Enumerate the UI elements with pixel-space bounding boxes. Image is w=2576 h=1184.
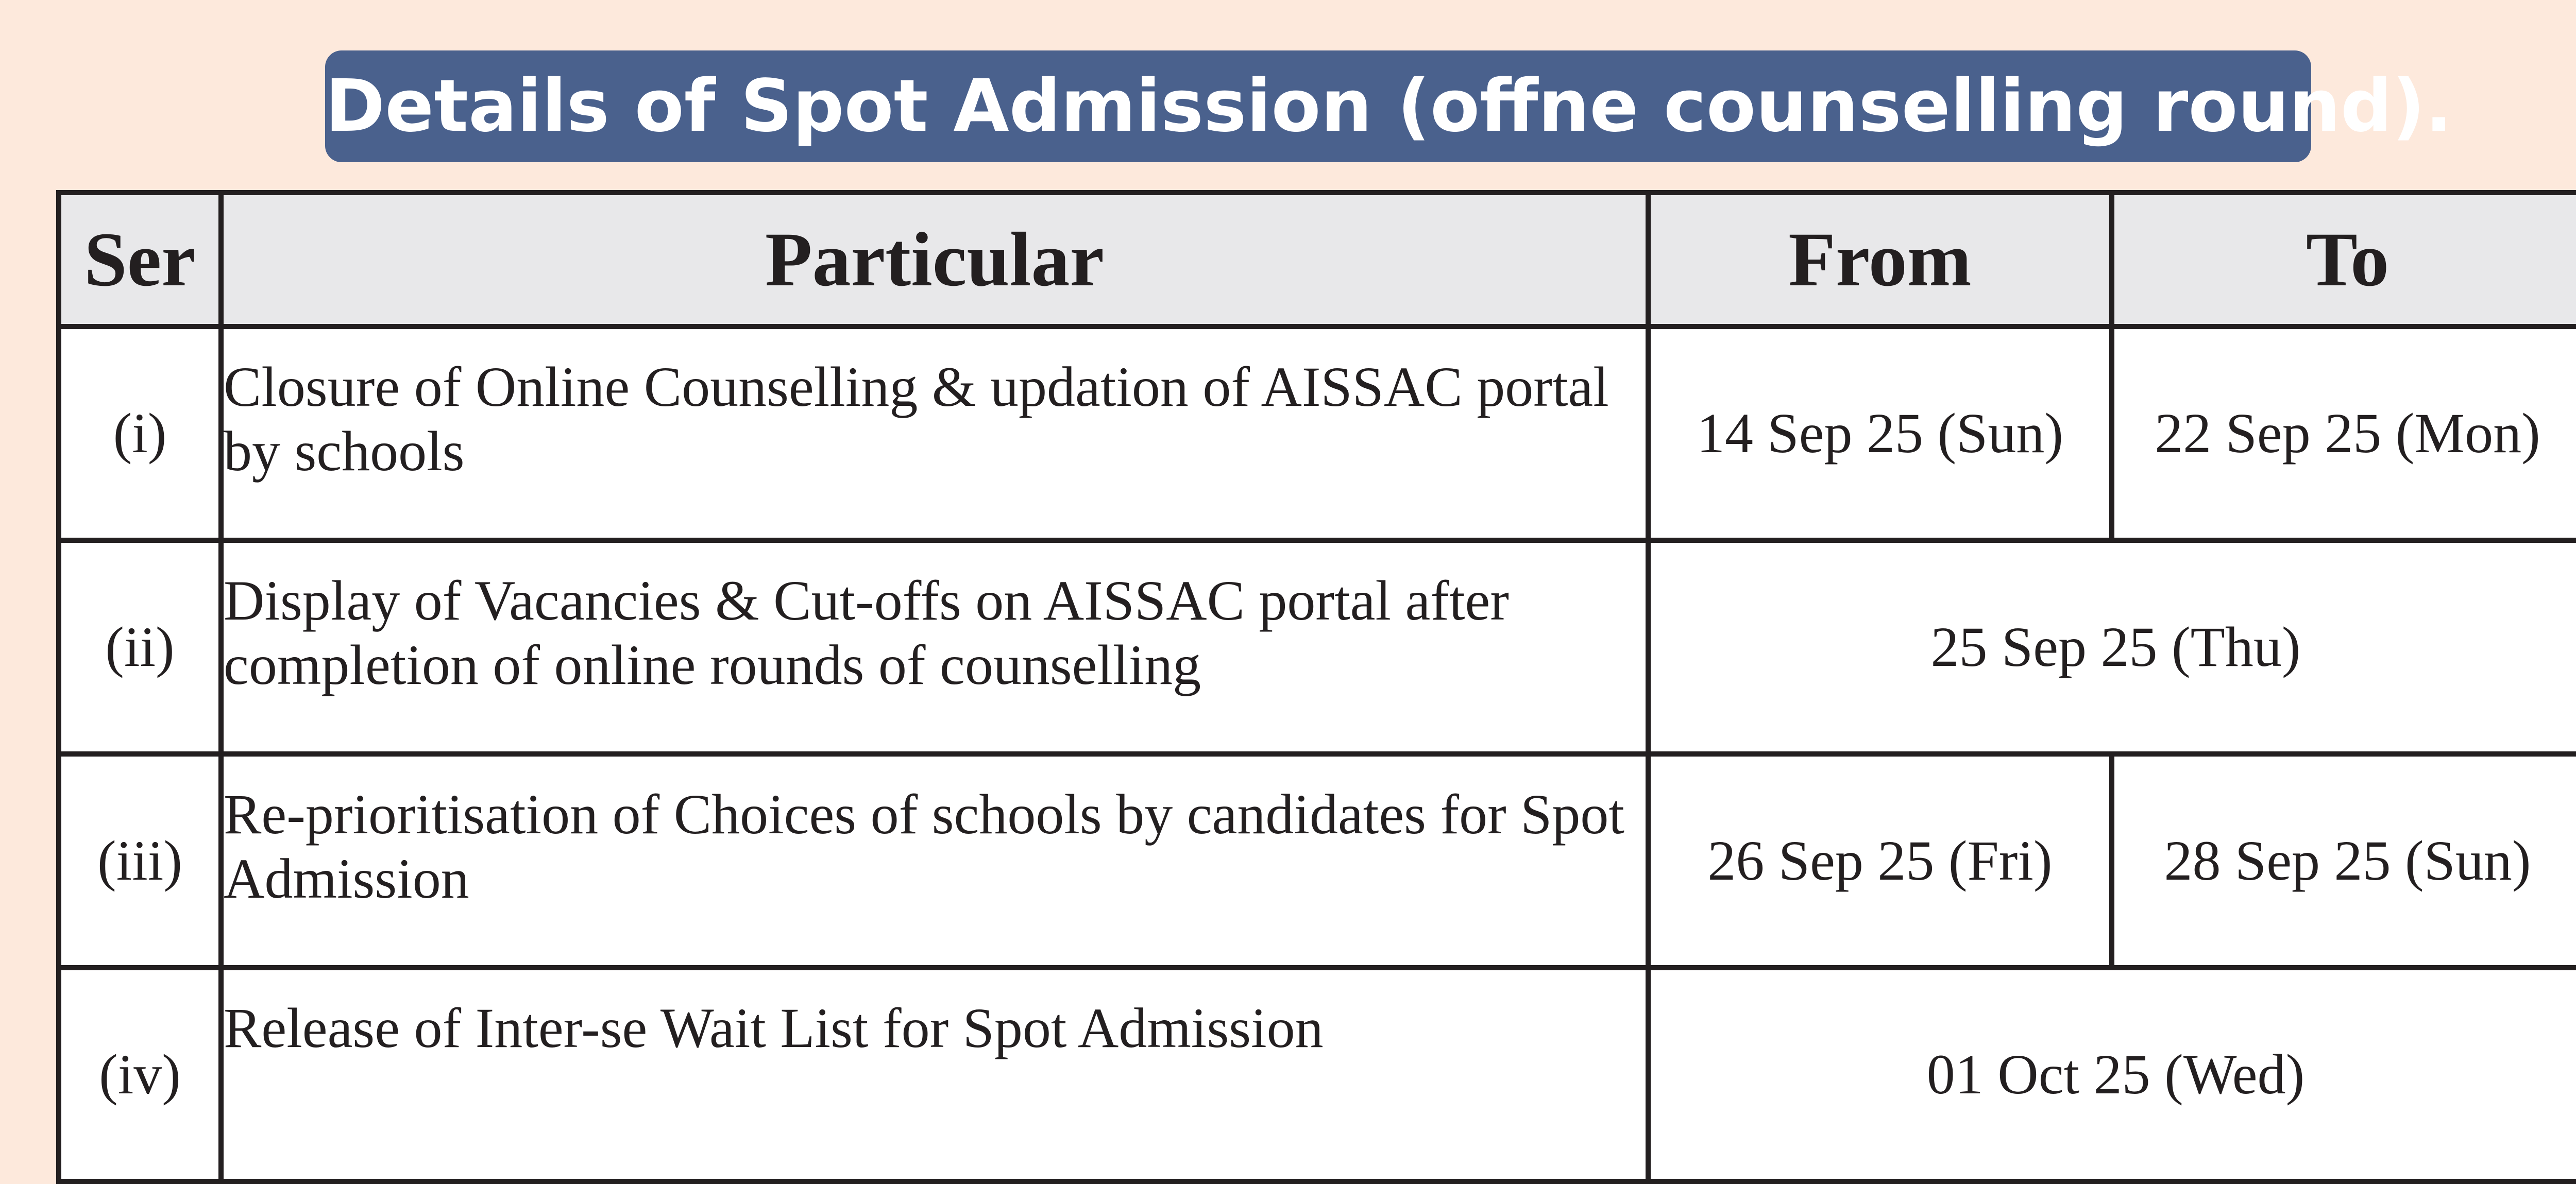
row-ser: (ii) — [59, 540, 221, 754]
row-date: 25 Sep 25 (Thu) — [1648, 540, 2576, 754]
header-ser: Ser — [59, 193, 221, 327]
header-to: To — [2112, 193, 2576, 327]
header-from: From — [1648, 193, 2112, 327]
spot-admission-schedule-table — [56, 190, 2576, 1184]
header-particular: Particular — [221, 193, 1648, 327]
table-row — [59, 968, 2576, 1181]
page-title: Details of Spot Admission (offne counselling round). — [325, 50, 2311, 162]
row-particular: Display of Vacancies & Cut-offs on AISSAC portal after completion of online rounds of counselling — [221, 540, 1648, 754]
row-from-date: 14 Sep 25 (Sun) — [1648, 327, 2112, 540]
row-to-date: 22 Sep 25 (Mon) — [2112, 327, 2576, 540]
row-date: 01 Oct 25 (Wed) — [1648, 968, 2576, 1181]
row-particular: Closure of Online Counselling & updation of AISSAC portal by schools — [221, 327, 1648, 540]
table-row — [59, 754, 2576, 968]
table-row — [59, 327, 2576, 540]
table-header-row — [59, 193, 2576, 327]
row-ser: (i) — [59, 327, 221, 540]
table-row — [59, 540, 2576, 754]
row-particular: Release of Inter-se Wait List for Spot Admission — [221, 968, 1648, 1181]
row-from-date: 26 Sep 25 (Fri) — [1648, 754, 2112, 968]
row-particular: Re-prioritisation of Choices of schools by candidates for Spot Admission — [221, 754, 1648, 968]
row-ser: (iv) — [59, 968, 221, 1181]
row-ser: (iii) — [59, 754, 221, 968]
row-to-date: 28 Sep 25 (Sun) — [2112, 754, 2576, 968]
